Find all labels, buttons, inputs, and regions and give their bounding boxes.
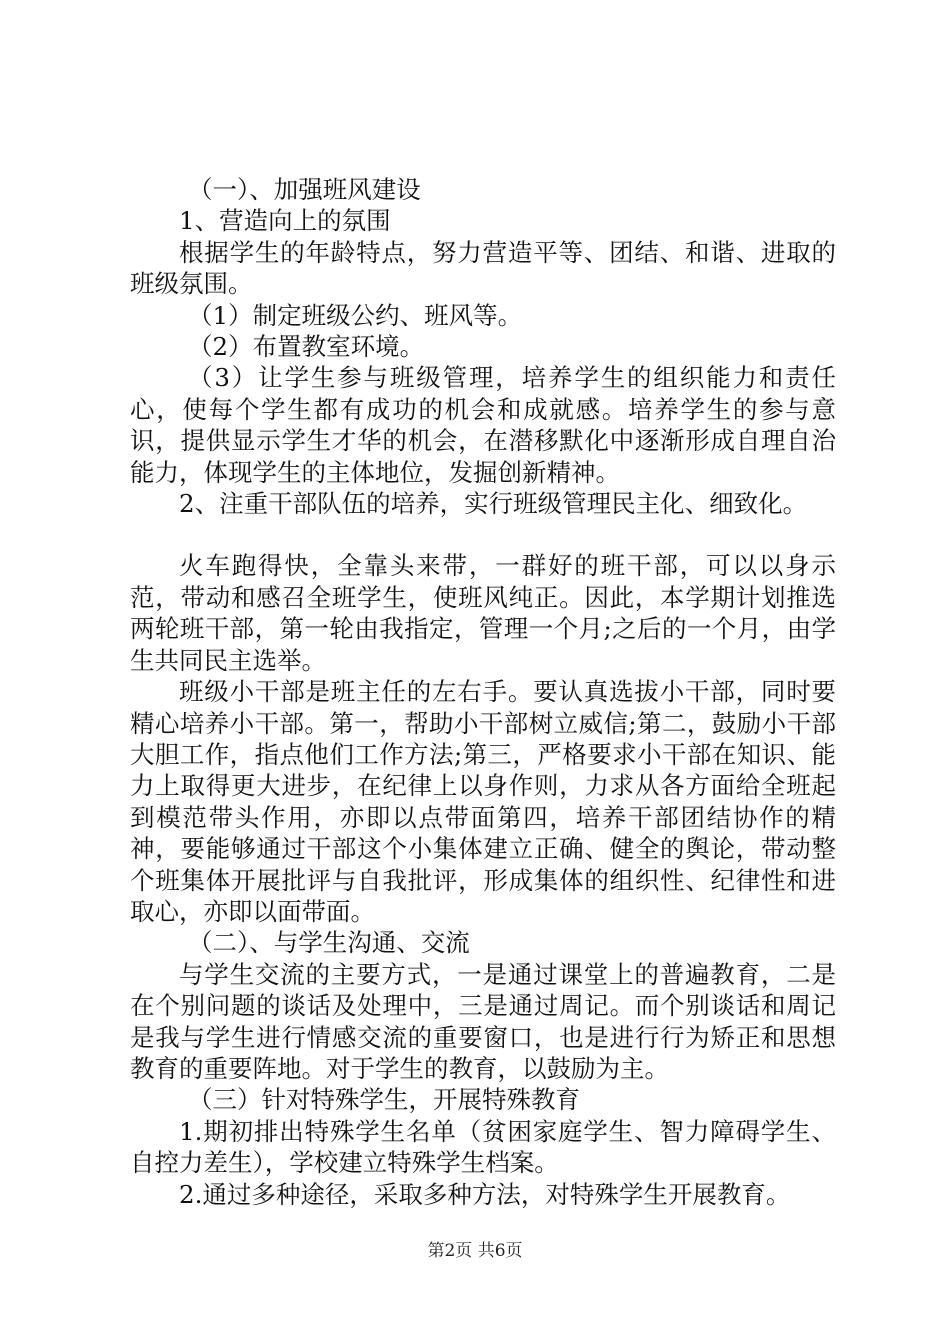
subheading-cadre-training: 2、注重干部队伍的培养，实行班级管理民主化、细致化。	[179, 489, 808, 519]
document-body	[130, 174, 836, 1210]
list-item-student-participation: （3）让学生参与班级管理，培养学生的组织能力和责任心，使每个学生都有成功的机会和成就感。培养学生的参与意识，提供显示学生才华的机会，在潜移默化中逐渐形成自理自治能力，体现学生的主体地位，发掘创新精神。	[130, 363, 836, 487]
list-item-class-convention: （1）制定班级公约、班风等。	[188, 300, 523, 330]
section-heading-class-style: （一）、加强班风建设	[188, 175, 421, 204]
paragraph-class-cadres: 班级小干部是班主任的左右手。要认真选拔小干部，同时要精心培养小干部。第一，帮助小干部树立威信;第二，鼓励小干部大胆工作，指点他们工作方法;第三，严格要求小干部在知识、能力上取得更大进步，在纪律上以身作则，力求从各方面给全班起到模范带头作用，亦即以点带面第四，培养干部团结协作的精神，要能够通过干部这个小集体建立正确、健全的舆论，带动整个班集体开展批评与自我批评，形成集体的组织性、纪律性和进取心，亦即以面带面。	[130, 677, 836, 926]
list-item-special-education-methods: 2.通过多种途径，采取多种方法，对特殊学生开展教育。	[179, 1179, 791, 1209]
subheading-atmosphere: 1、营造向上的氛围	[179, 206, 391, 236]
paragraph-communication: 与学生交流的主要方式，一是通过课堂上的普遍教育，二是在个别问题的谈话及处理中，三是通过周记。而个别谈话和周记是我与学生进行情感交流的重要窗口，也是进行行为矫正和思想教育的重要阵地。对于学生的教育，以鼓励为主。	[130, 959, 836, 1083]
page-number-footer: 第2页 共6页	[427, 1241, 523, 1261]
section-heading-special-students: （三）针对特殊学生，开展特殊教育	[188, 1085, 580, 1115]
list-item-classroom-environment: （2）布置教室环境。	[188, 332, 425, 362]
list-item-special-student-list: 1.期初排出特殊学生名单（贫困家庭学生、智力障碍学生、自控力差生），学校建立特殊学生档案。	[130, 1116, 836, 1178]
paragraph-atmosphere: 根据学生的年龄特点，努力营造平等、团结、和谐、进取的班级氛围。	[130, 237, 836, 299]
paragraph-train-analogy: 火车跑得快，全靠头来带，一群好的班干部，可以以身示范，带动和感召全班学生，使班风纯正。因此，本学期计划推选两轮班干部，第一轮由我指定，管理一个月;之后的一个月，由学生共同民主选举。	[130, 551, 836, 675]
section-heading-communication: （二）、与学生沟通、交流	[188, 928, 470, 958]
